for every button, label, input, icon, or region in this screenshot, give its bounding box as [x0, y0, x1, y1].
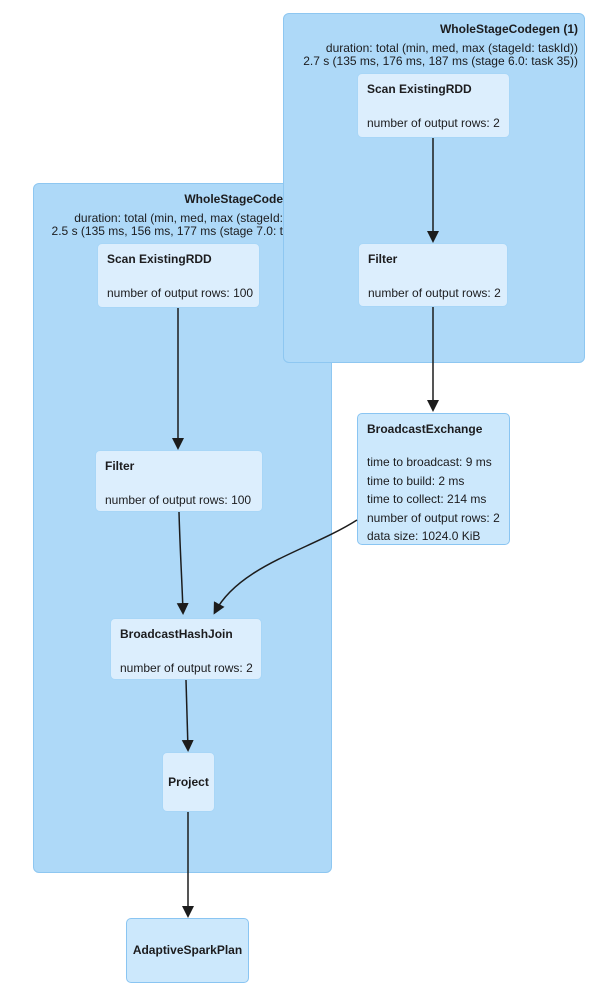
- cluster-title: WholeStageCodegen (1): [439, 22, 578, 36]
- cluster-header: [284, 14, 584, 68]
- cluster-wholestagecodegen-1: [283, 13, 585, 363]
- node-metric-time-to-broadcast: time to broadcast: 9 ms: [367, 455, 492, 469]
- node-project: [162, 752, 215, 812]
- node-title: Filter: [368, 252, 398, 266]
- node-filter-1: [358, 243, 508, 307]
- cluster-title: WholeStageCode: [184, 192, 283, 206]
- cluster-duration-line2: 2.5 s (135 ms, 156 ms, 177 ms (stage 7.0: t: [51, 224, 283, 238]
- node-title: Filter: [105, 459, 135, 473]
- node-metric-output-rows: number of output rows: 2: [367, 510, 500, 525]
- node-metric-output-rows: number of output rows: 2: [120, 661, 253, 675]
- cluster-duration-line1: duration: total (min, med, max (stageId: taskId)): [325, 41, 578, 55]
- node-metric-time-to-collect: time to collect: 214 ms: [367, 492, 487, 506]
- cluster-duration-line2: 2.7 s (135 ms, 176 ms, 187 ms (stage 6.0: task 35)): [303, 54, 578, 68]
- node-title: Scan ExistingRDD: [367, 82, 472, 96]
- node-metric-output-rows: number of output rows: 2: [368, 286, 501, 300]
- node-metric-time-to-build: time to build: 2 ms: [367, 473, 465, 488]
- cluster-duration-line1: duration: total (min, med, max (stageId:: [74, 211, 283, 225]
- node-scan-existingrdd-2: [97, 243, 260, 308]
- node-title: BroadcastExchange: [367, 422, 483, 436]
- node-title: BroadcastHashJoin: [120, 627, 233, 641]
- node-title: AdaptiveSparkPlan: [132, 943, 243, 957]
- cluster-duration: [42, 212, 283, 238]
- node-metric-output-rows: number of output rows: 100: [105, 493, 252, 507]
- node-broadcast-exchange: [357, 413, 510, 545]
- node-filter-2: [95, 450, 263, 512]
- node-title: Project: [168, 774, 209, 789]
- node-metric-data-size: data size: 1024.0 KiB: [367, 529, 481, 543]
- cluster-duration: [292, 42, 578, 68]
- node-metric-output-rows: number of output rows: 2: [367, 116, 500, 130]
- node-adaptive-spark-plan: [126, 918, 249, 983]
- node-title: Scan ExistingRDD: [107, 252, 212, 266]
- node-broadcast-hash-join: [110, 618, 262, 680]
- node-metric-output-rows: number of output rows: 100: [107, 286, 254, 300]
- node-scan-existingrdd-1: [357, 73, 510, 138]
